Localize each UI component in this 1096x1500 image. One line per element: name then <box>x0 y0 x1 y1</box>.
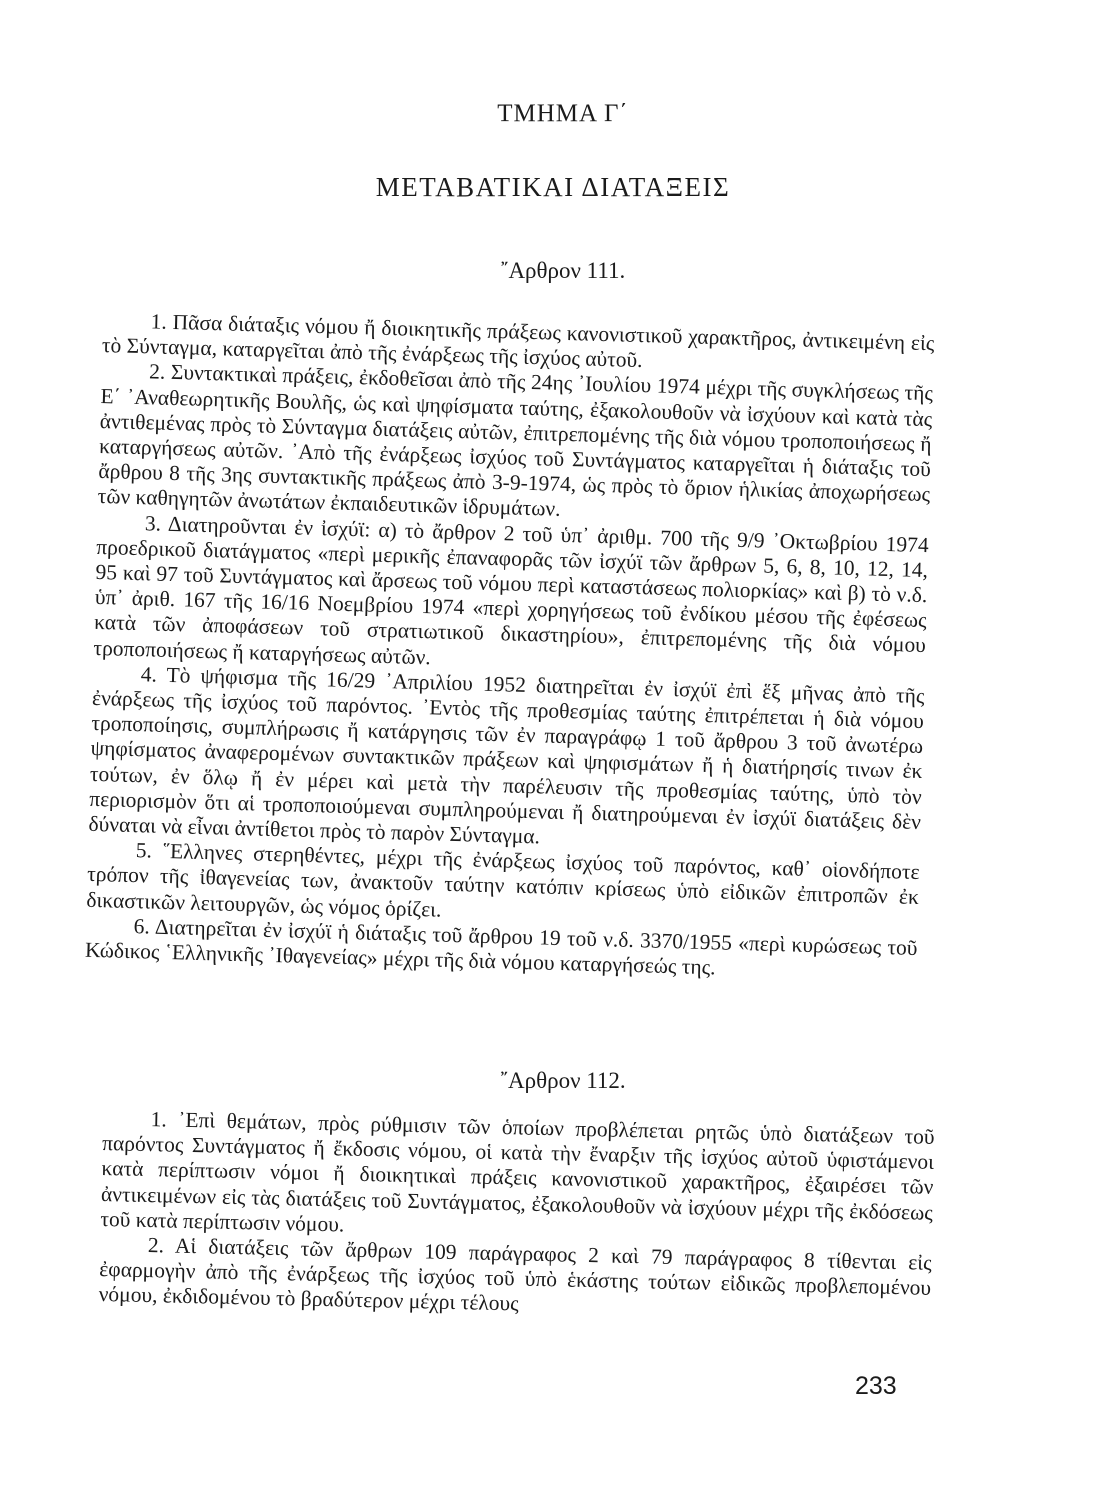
article-111-heading: ῎Αρθρον 111. <box>500 258 626 283</box>
chapter-title: ΜΕΤΑΒΑΤΙΚΑΙ ΔΙΑΤΑΞΕΙΣ <box>375 172 731 202</box>
article-112-paragraph-2: 2. Αἱ διατάξεις τῶν ἄρθρων 109 παράγραφος 2 καὶ 79 παράγραφος 8 τίθενται εἰς ἐφαρμογὴν ἀπὸ τῆς ἐνάρξεως τῆς ἰσχύος τοῦ ὑπὸ ἑκάστης τούτων εἰδικῶς προβλεπομένου νόμου, ἐκδιδομένου τὸ βραδύτερον μέχρι τέλους <box>98 1233 932 1316</box>
article-112-paragraph-1: 1. ᾿Επὶ θεμάτων, πρὸς ρύθμισιν τῶν ὁποίων προβλέπεται ρητῶς ὑπὸ διατάξεων τοῦ παρόντος Συντάγματος ἤ ἔκδοσις νόμου, οἱ κατὰ τὴν ἔναρξιν τῆς ἰσχύος αὐτοῦ ὑφιστάμενοι κατὰ περίπτωσιν νόμοι ἤ διοικητικαὶ πράξεις κανονιστικοῦ χαρακτῆρος, ἐξαιρέσει τῶν ἀντικειμένων εἰς τὰς διατάξεις τοῦ Συντάγματος, ἐξακολουθοῦν νὰ ἰσχύουν μέχρι τῆς ἐκδόσεως τοῦ κατὰ περίπτωσιν νόμου. <box>100 1107 935 1237</box>
article-111-paragraph-1: 1. Πᾶσα διάταξις νόμου ἤ διοικητικῆς πράξεως κανονιστικοῦ χαρακτῆρος, ἀντικειμένη εἰς τὸ Σύνταγμα, καταργεῖται ἀπὸ τῆς ἐνάρξεως τῆς ἰσχύος αὐτοῦ. <box>101 309 935 373</box>
article-111-paragraph-4: 4. Τὸ ψήφισμα τῆς 16/29 ᾿Απριλίου 1952 διατηρεῖται ἐν ἰσχύϊ ἐπὶ ἕξ μῆνας ἀπὸ τῆς ἐνάρξεως τῆς ἰσχύος τοῦ παρόντος. ᾿Εντὸς τῆς προθεσμίας ταύτης ἐπιτρέπεται ἡ διὰ νόμου τροποποίησις, συμπλήρωσις ἤ κατάργησις τῶν ἐν παραγράφῳ 1 τοῦ ἄρθρου 3 τοῦ ἀνωτέρω ψηφίσματος ἀναφερομένων συντακτικῶν πράξεων καὶ ψηφισμάτων ἤ ἡ διατήρησίς τινων ἐκ τούτων, ἐν ὅλῳ ἤ ἐν μέρει καὶ μετὰ τὴν παρέλευσιν τῆς προθεσμίας ταύτης, ὑπὸ τὸν περιορισμὸν ὅτι αἱ τροποποιούμεναι συμπληρούμεναι ἤ διατηρούμεναι ἐν ἰσχύϊ διατάξεις δὲν δύναται νὰ εἶναι ἀντίθετοι πρὸς τὸ παρὸν Σύνταγμα. <box>88 662 925 849</box>
article-112-body <box>98 1106 934 1326</box>
article-111-paragraph-6: 6. Διατηρεῖται ἐν ἰσχύϊ ἡ διάταξις τοῦ ἄρθρου 19 τοῦ ν.δ. 3370/1955 «περὶ κυρώσεως τοῦ Κώδικος ῾Ελληνικῆς ᾿Ιθαγενείας» μέχρι τῆς διὰ νόμου καταργήσεώς της. <box>84 913 918 980</box>
article-111-paragraph-3: 3. Διατηροῦνται ἐν ἰσχύϊ: α) τὸ ἄρθρον 2 τοῦ ὑπ᾿ ἀριθμ. 700 τῆς 9/9 ᾿Οκτωβρίου 1974 προεδρικοῦ διατάγματος «περὶ μερικῆς ἐπαναφορᾶς τῶν ἰσχύϊ τῶν ἄρθρων 5, 6, 8, 10, 12, 14, 95 καὶ 97 τοῦ Συντάγματος καὶ ἄρσεως τοῦ νόμου περὶ καταστάσεως πολιορκίας» καὶ β) τὸ ν.δ. ὑπ᾿ ἀριθ. 167 τῆς 16/16 Νοεμβρίου 1974 «περὶ χορηγήσεως τοῦ ἐνδίκου μέσου τῆς ἐφέσεως κατὰ τῶν ἀποφάσεων τοῦ στρατιωτικοῦ δικαστηρίου», ἐπιτρεπομένης τῆς διὰ νόμου τροποποιήσεως ἤ καταργήσεως αὐτῶν. <box>93 510 930 669</box>
article-111-paragraph-5: 5. ῞Ελληνες στερηθέντες, μέχρι τῆς ἐνάρξεως ἰσχύος τοῦ παρόντος, καθ᾿ οἱονδήποτε τρόπον τῆς ἰθαγενείας των, ἀνακτοῦν ταύτην κατόπιν κρίσεως ὑπὸ εἰδικῶν ἐπιτροπῶν ἐκ δικαστικῶν λειτουργῶν, ὡς νόμος ὁρίζει. <box>86 838 920 922</box>
section-title: ΤΜΗΜΑ Γ΄ <box>497 100 629 127</box>
page-number: 233 <box>855 1372 897 1400</box>
article-111-body <box>85 308 935 986</box>
article-111-paragraph-2: 2. Συντακτικαὶ πράξεις, ἐκδοθεῖσαι ἀπὸ τῆς 24ης ᾿Ιουλίου 1974 μέχρι τῆς συγκλήσεως τῆς Ε΄ ᾿Αναθεωρητικῆς Βουλῆς, ὡς καὶ ψηφίσματα ταύτης, ἐξακολουθοῦν νὰ ἰσχύουν καὶ κατὰ τὰς ἀντιθεμένας πρὸς τὸ Σύνταγμα διατάξεις αὐτῶν, ἐπιτρεπομένης τῆς διὰ νόμου τροποποιήσεως ἤ καταργήσεως αὐτῶν. ᾿Απὸ τῆς ἐνάρξεως ἰσχύος τοῦ Συντάγματος καταργεῖται ἡ διάταξις τοῦ ἄρθρου 8 τῆς 3ης συντακτικῆς πράξεως ἀπὸ 3-9-1974, ὡς πρὸς τὸ ὅριον ἡλικίας ἀποχωρήσεως τῶν καθηγητῶν ἀνωτάτων ἐκπαιδευτικῶν ἱδρυμάτων. <box>97 359 934 522</box>
article-112-heading: ῎Αρθρον 112. <box>500 1068 626 1093</box>
